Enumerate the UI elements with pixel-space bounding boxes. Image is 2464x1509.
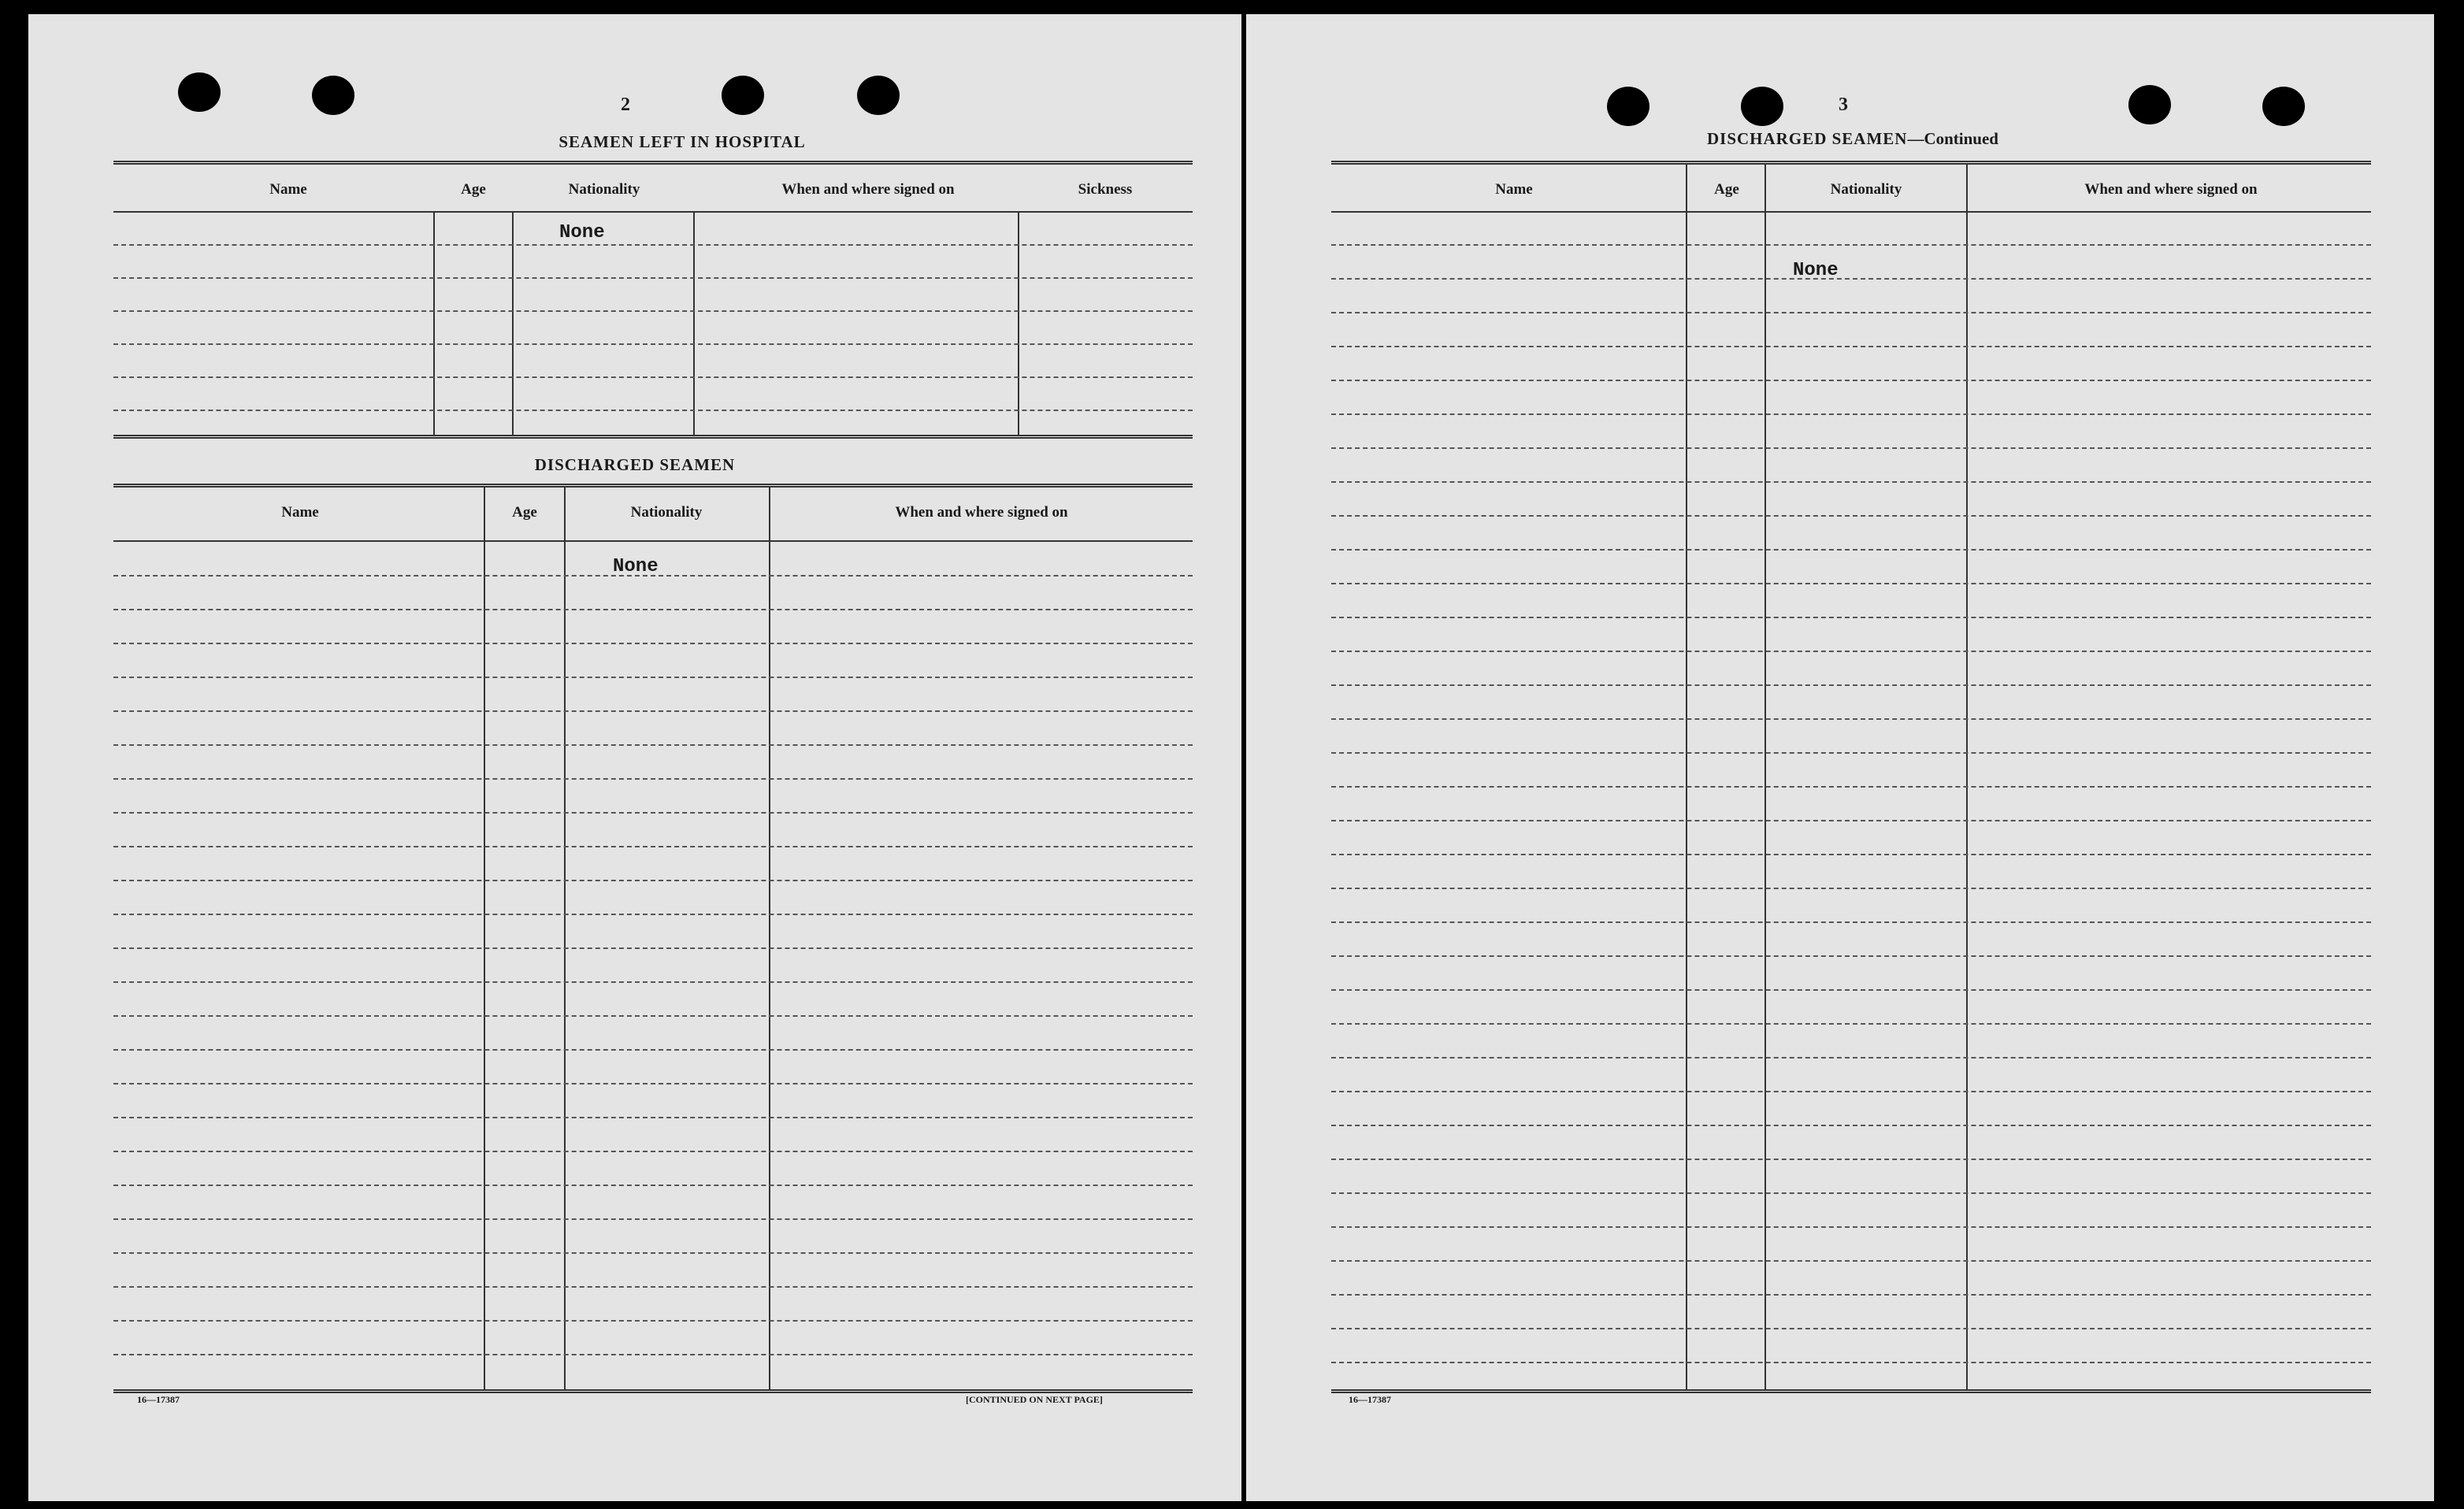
row-line — [1331, 955, 2371, 957]
row-line — [113, 1117, 1193, 1118]
row-line — [1331, 1328, 2371, 1329]
row-line — [1331, 380, 2371, 381]
col-header-signed-on: When and where signed on — [781, 181, 955, 198]
row-line — [1331, 921, 2371, 923]
row-line — [1331, 346, 2371, 347]
col-header-signed-on: When and where signed on — [895, 504, 1068, 521]
row-line — [1331, 820, 2371, 821]
row-line — [1331, 244, 2371, 246]
row-line — [1331, 1294, 2371, 1296]
col-header-nationality: Nationality — [630, 504, 703, 521]
row-line — [113, 947, 1193, 949]
row-line — [1331, 617, 2371, 618]
row-line — [113, 744, 1193, 746]
form-number: 16—17387 — [137, 1394, 180, 1405]
row-line — [113, 914, 1193, 915]
hospital-entry-none: None — [559, 222, 605, 243]
row-line — [1331, 989, 2371, 991]
row-line — [1331, 684, 2371, 686]
row-line — [1331, 312, 2371, 313]
col-header-name: Name — [281, 504, 319, 521]
punch-hole — [1741, 87, 1783, 126]
row-line — [1331, 549, 2371, 551]
row-line — [113, 1218, 1193, 1220]
form-number: 16—17387 — [1349, 1394, 1391, 1405]
continued-note: [CONTINUED ON NEXT PAGE] — [966, 1394, 1103, 1405]
row-line — [113, 677, 1193, 678]
row-line — [113, 1151, 1193, 1152]
title-continued: —Continued — [1907, 129, 1998, 148]
row-line — [1331, 1159, 2371, 1160]
row-line — [1331, 481, 2371, 483]
punch-hole — [178, 72, 221, 112]
row-line — [113, 1049, 1193, 1051]
row-line — [113, 1286, 1193, 1288]
discharged-continued-title — [1656, 129, 2050, 149]
row-line — [113, 1252, 1193, 1254]
row-line — [1331, 752, 2371, 754]
row-line — [1331, 515, 2371, 517]
col-header-age: Age — [1714, 181, 1739, 198]
row-line — [113, 1015, 1193, 1017]
row-line — [1331, 718, 2371, 720]
row-line — [113, 710, 1193, 712]
discharged-entry-none: None — [613, 556, 659, 577]
punch-hole — [2262, 87, 2305, 126]
punch-hole — [2128, 85, 2171, 124]
title-main: DISCHARGED SEAMEN — [1707, 129, 1908, 148]
row-line — [113, 778, 1193, 780]
row-line — [113, 880, 1193, 881]
row-line — [1331, 447, 2371, 449]
row-line — [113, 1185, 1193, 1186]
col-header-sickness: Sickness — [1078, 181, 1133, 198]
left-page — [28, 14, 1241, 1501]
row-line — [1331, 1023, 2371, 1025]
row-line — [1331, 1057, 2371, 1059]
row-line — [1331, 1362, 2371, 1363]
row-line — [113, 1354, 1193, 1355]
row-line — [1331, 1260, 2371, 1262]
row-line — [113, 1320, 1193, 1322]
row-line — [1331, 1091, 2371, 1092]
row-line — [1331, 583, 2371, 584]
row-line — [113, 609, 1193, 610]
punch-hole — [857, 76, 900, 115]
page-number: 3 — [1839, 95, 1848, 115]
col-header-nationality: Nationality — [1830, 181, 1902, 198]
row-line — [113, 643, 1193, 644]
row-line — [1331, 888, 2371, 889]
row-line — [113, 1083, 1193, 1084]
punch-hole — [722, 76, 764, 115]
punch-hole — [312, 76, 354, 115]
row-line — [1331, 854, 2371, 855]
row-line — [1331, 651, 2371, 652]
row-line — [1331, 1226, 2371, 1228]
discharged-section-title: DISCHARGED SEAMEN — [534, 455, 736, 474]
hospital-section-title: SEAMEN LEFT IN HOSPITAL — [558, 132, 806, 151]
col-header-signed-on: When and where signed on — [2084, 181, 2258, 198]
row-line — [113, 812, 1193, 814]
page-number: 2 — [621, 95, 630, 115]
row-line — [113, 981, 1193, 983]
row-line — [1331, 1192, 2371, 1194]
col-header-name: Name — [1495, 181, 1533, 198]
row-line — [1331, 786, 2371, 788]
col-header-age: Age — [512, 504, 537, 521]
right-page — [1246, 14, 2434, 1501]
discharged-continued-entry-none: None — [1793, 260, 1839, 281]
col-header-name: Name — [269, 181, 307, 198]
row-line — [1331, 278, 2371, 280]
row-line — [1331, 413, 2371, 415]
row-line — [1331, 1125, 2371, 1126]
punch-hole — [1607, 87, 1649, 126]
row-line — [113, 846, 1193, 847]
col-header-age: Age — [461, 181, 486, 198]
col-header-nationality: Nationality — [568, 181, 640, 198]
